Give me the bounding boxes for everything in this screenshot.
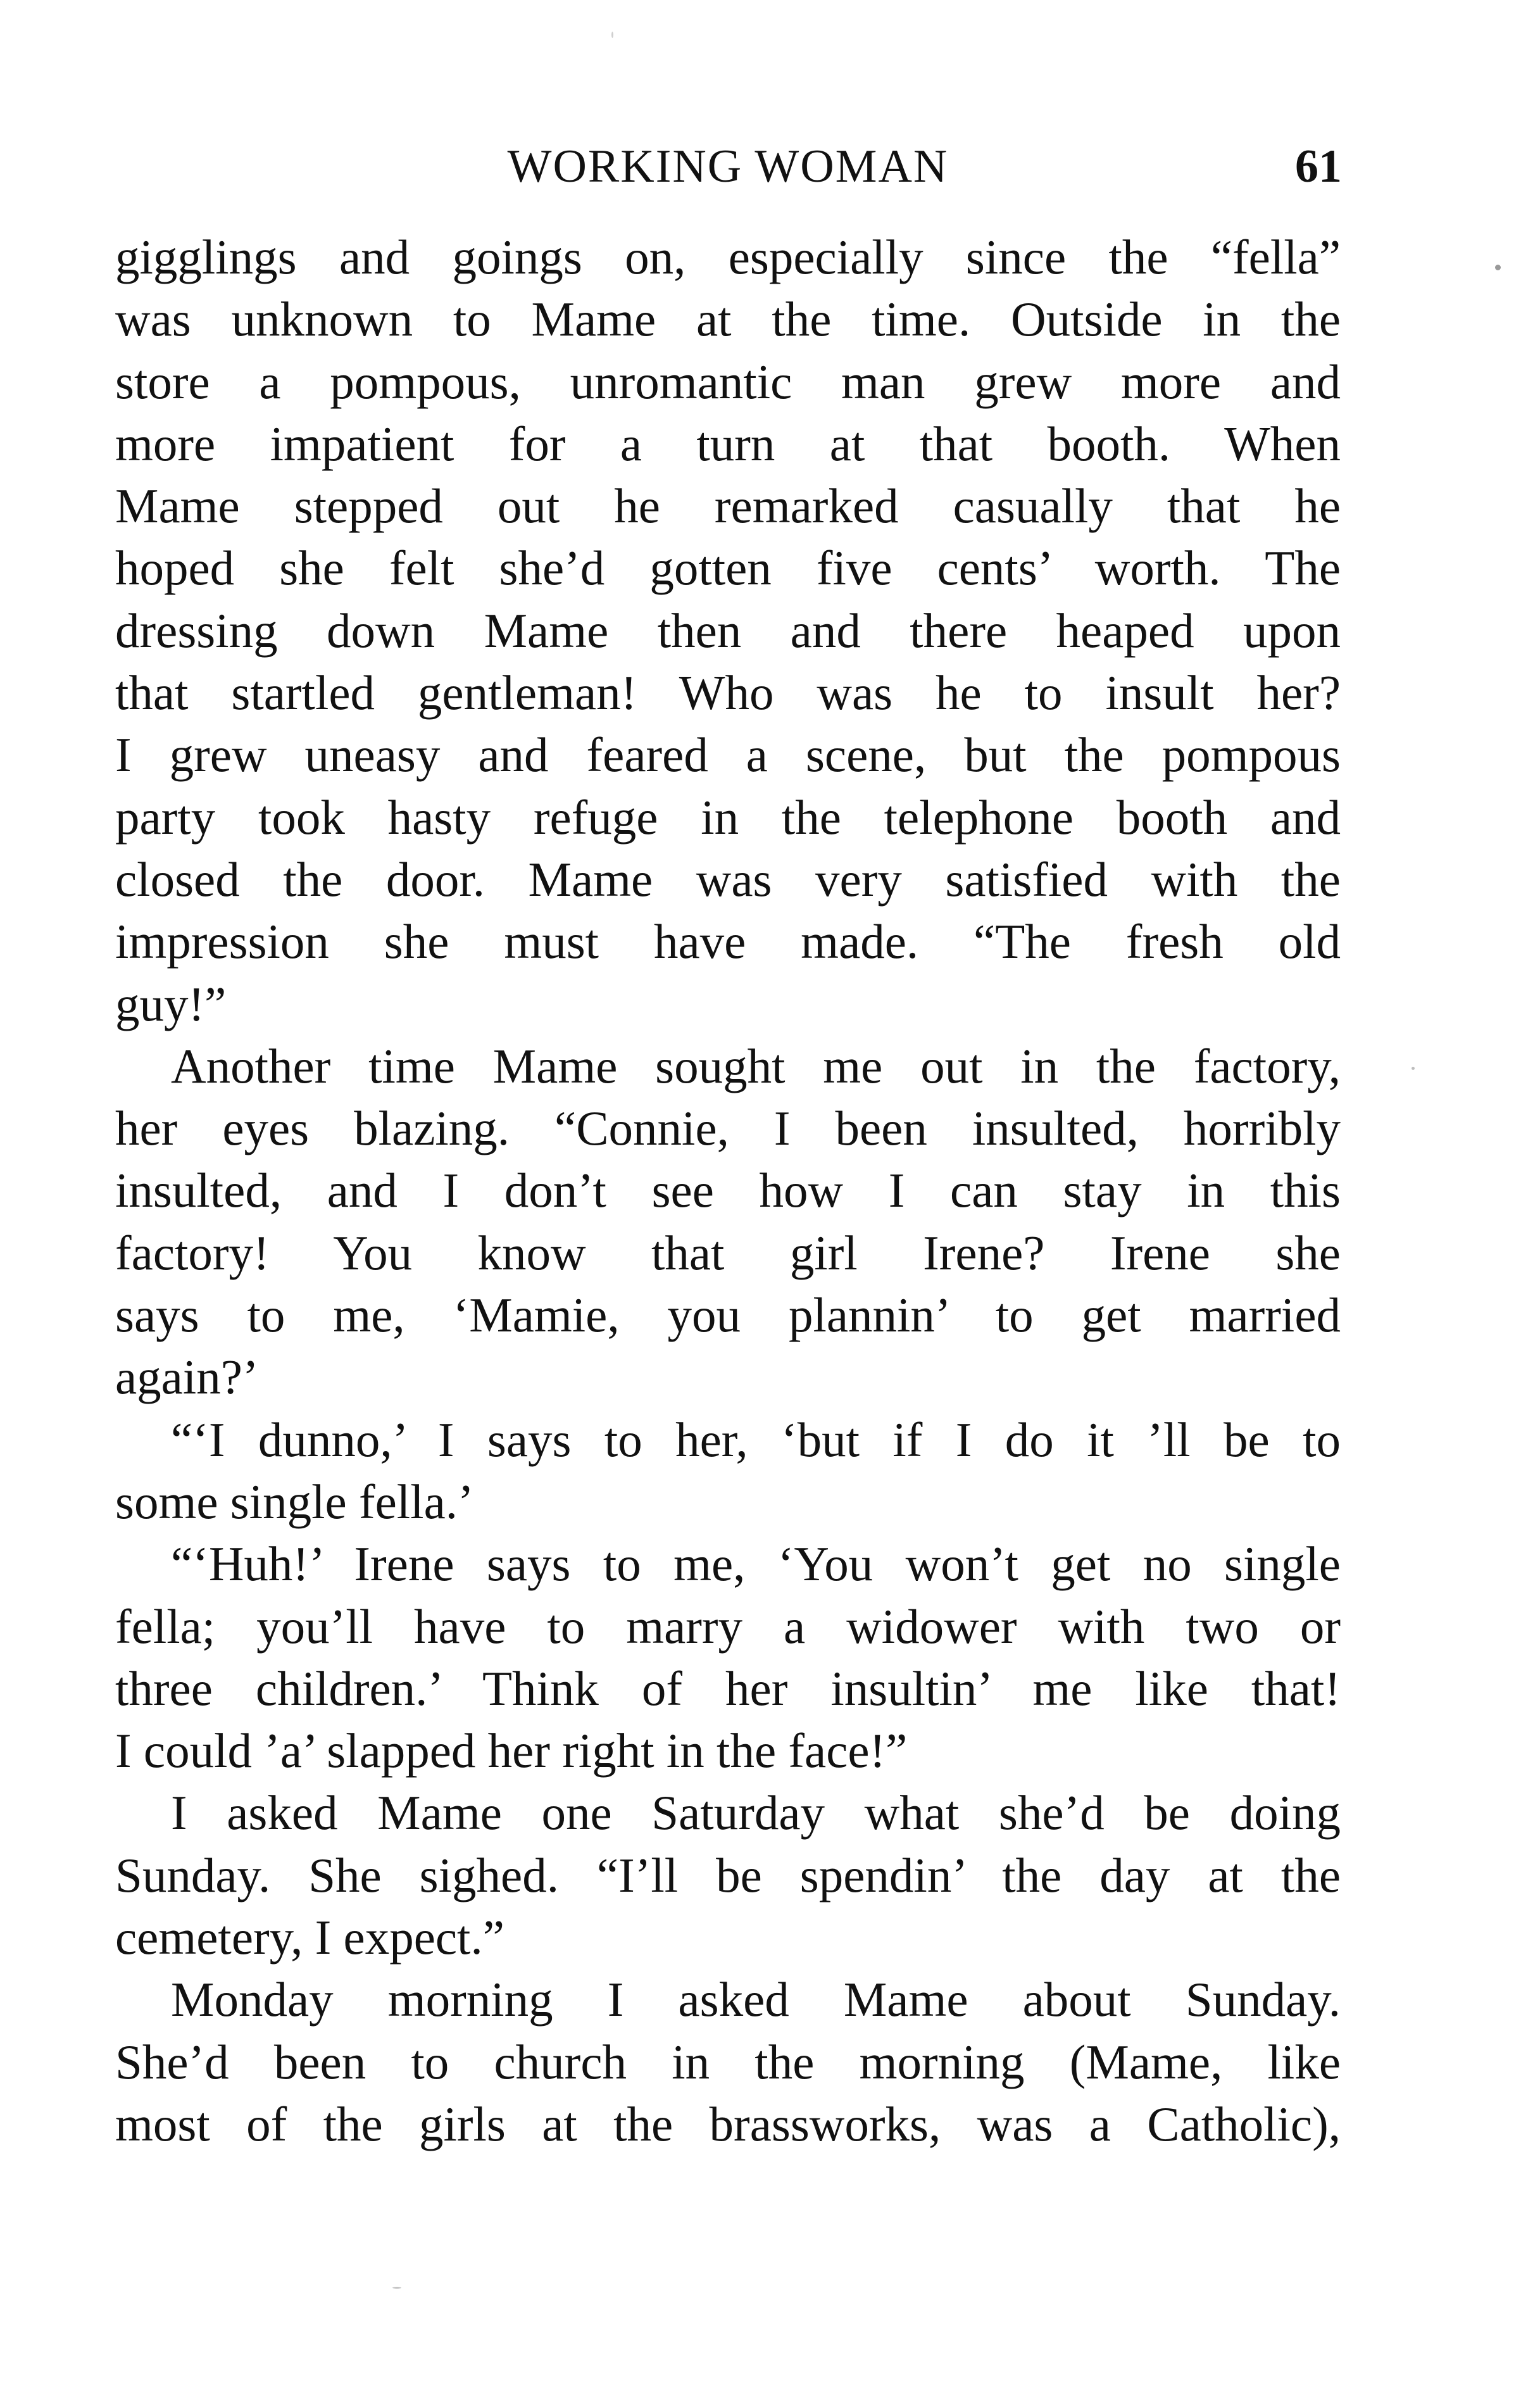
- text-line: fella; you’ll have to marry a widower with two or: [115, 1599, 1341, 1654]
- text-line: dressing down Mame then and there heaped upon: [115, 603, 1341, 658]
- paper-speck: [1412, 1067, 1415, 1070]
- running-title: WORKING WOMAN: [507, 141, 949, 192]
- text-line: insulted, and I don’t see how I can stay in this: [115, 1163, 1341, 1218]
- text-line: Monday morning I asked Mame about Sunday.: [171, 1972, 1341, 2027]
- text-line: She’d been to church in the morning (Mame, like: [115, 2034, 1341, 2089]
- text-line: her eyes blazing. “Connie, I been insulted, horribly: [115, 1101, 1341, 1156]
- text-line: Sunday. She sighed. “I’ll be spendin’ the day at the: [115, 1847, 1341, 1902]
- text-line: factory! You know that girl Irene? Irene she: [115, 1225, 1341, 1280]
- text-line: again?’: [115, 1350, 259, 1405]
- text-line: cemetery, I expect.”: [115, 1910, 504, 1965]
- text-line: Another time Mame sought me out in the factory,: [171, 1038, 1341, 1093]
- paper-speck: [611, 32, 613, 38]
- text-line: guy!”: [115, 976, 227, 1031]
- text-line: some single fella.’: [115, 1474, 474, 1529]
- text-line: three children.’ Think of her insultin’ me like that!: [115, 1661, 1341, 1716]
- text-line: most of the girls at the brassworks, was a Catholic),: [115, 2096, 1341, 2151]
- page-number: 61: [1295, 141, 1342, 192]
- text-line: impression she must have made. “The fresh old: [115, 914, 1341, 969]
- text-line: I grew uneasy and feared a scene, but the pompous: [115, 727, 1341, 783]
- text-line: hoped she felt she’d gotten five cents’ worth. The: [115, 541, 1341, 596]
- text-line: more impatient for a turn at that booth. When: [115, 416, 1341, 471]
- text-line: store a pompous, unromantic man grew more and: [115, 354, 1341, 409]
- text-line: “‘Huh!’ Irene says to me, ‘You won’t get no single: [171, 1537, 1341, 1592]
- body-text: [115, 226, 1341, 2155]
- text-line: Mame stepped out he remarked casually that he: [115, 479, 1341, 534]
- text-line: closed the door. Mame was very satisfied with the: [115, 852, 1341, 907]
- text-line: I asked Mame one Saturday what she’d be doing: [171, 1785, 1341, 1840]
- text-line: I could ’a’ slapped her right in the face!”: [115, 1723, 908, 1778]
- paper-speck: [1495, 265, 1501, 270]
- running-head: [114, 132, 1342, 201]
- text-line: was unknown to Mame at the time. Outside in the: [115, 292, 1341, 347]
- text-line: gigglings and goings on, especially since the “fella”: [115, 230, 1341, 284]
- paper-speck: [392, 2287, 401, 2289]
- text-line: that startled gentleman! Who was he to insult her?: [115, 665, 1341, 720]
- text-line: party took hasty refuge in the telephone booth and: [115, 789, 1341, 845]
- text-line: “‘I dunno,’ I says to her, ‘but if I do it ’ll be to: [171, 1412, 1341, 1467]
- text-line: says to me, ‘Mamie, you plannin’ to get married: [115, 1288, 1341, 1343]
